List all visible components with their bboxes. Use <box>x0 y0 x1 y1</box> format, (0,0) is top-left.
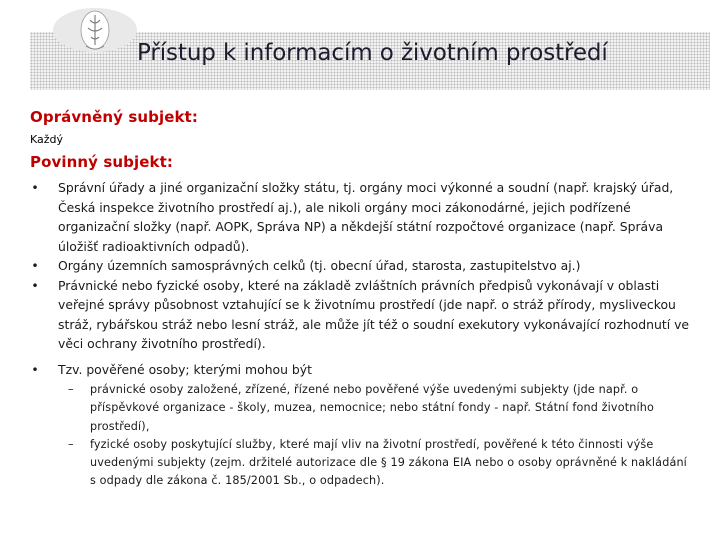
sub-list-item <box>58 381 695 436</box>
list-item-text: Tzv. pověřené osoby; kterými mohou být <box>58 361 312 377</box>
dash-icon: – <box>68 437 74 451</box>
list-item <box>30 276 695 354</box>
state-emblem-icon <box>50 6 140 54</box>
obliged-subject-label: Povinný subjekt: <box>30 153 173 171</box>
bullet-icon: • <box>31 258 39 273</box>
list-item-text: Právnické nebo fyzické osoby, které na základě zvláštních právních předpisů vykonávají v oblasti veřejné správy působnost vztahující se k životnímu prostředí (jde např. o stráž přírody, mysliveckou stráž, rybářskou stráž nebo lesní stráž, ale může jít též o soudní exekutory vykonávající rozhodnutí ve věci ochrany životního prostředí). <box>58 277 690 351</box>
obliged-subject-list <box>30 178 695 491</box>
list-item <box>30 178 695 256</box>
list-item <box>30 360 695 491</box>
list-item-text: Orgány územních samosprávných celků (tj. obecní úřad, starosta, zastupitelstvo aj.) <box>58 258 581 273</box>
entitled-subject-text: Každý <box>30 133 64 146</box>
list-item-text: Správní úřady a jiné organizační složky státu, tj. orgány moci výkonné a soudní (např. krajský úřad, Česká inspekce životního prostředí aj.), ale nikoli orgány moci zákonodárné, jejich podřízené organizační složky (např. AOPK, Správa NP) a někdejší státní rozpočtové organizace (např. Správa úložišť radioaktivních odpadů). <box>58 180 674 254</box>
bullet-icon: • <box>31 180 39 195</box>
bullet-icon: • <box>31 277 39 293</box>
entitled-subject-label: Oprávněný subjekt: <box>30 108 198 126</box>
page-title: Přístup k informacím o životním prostředí <box>137 40 608 66</box>
dash-icon: – <box>68 383 74 396</box>
sub-list-item-text: fyzické osoby poskytující služby, které mají vliv na životní prostředí, pověřené k této činnosti výše uvedenými subjekty (zejm. držitelé autorizace dle § 19 zákona EIA nebo o osoby oprávněné k nakládání s odpady dle zákona č. 185/2001 Sb., o odpadech). <box>90 437 687 488</box>
delegated-persons-list <box>58 381 695 491</box>
list-item <box>30 256 695 276</box>
sub-list-item-text: právnické osoby založené, zřízené, řízené nebo pověřené výše uvedenými subjekty (jde např. o příspěvkové organizace - školy, muzea, nemocnice; nebo státní fondy - např. Státní fond životního prostředí), <box>90 383 654 433</box>
bullet-icon: • <box>31 361 39 377</box>
sub-list-item <box>58 436 695 491</box>
